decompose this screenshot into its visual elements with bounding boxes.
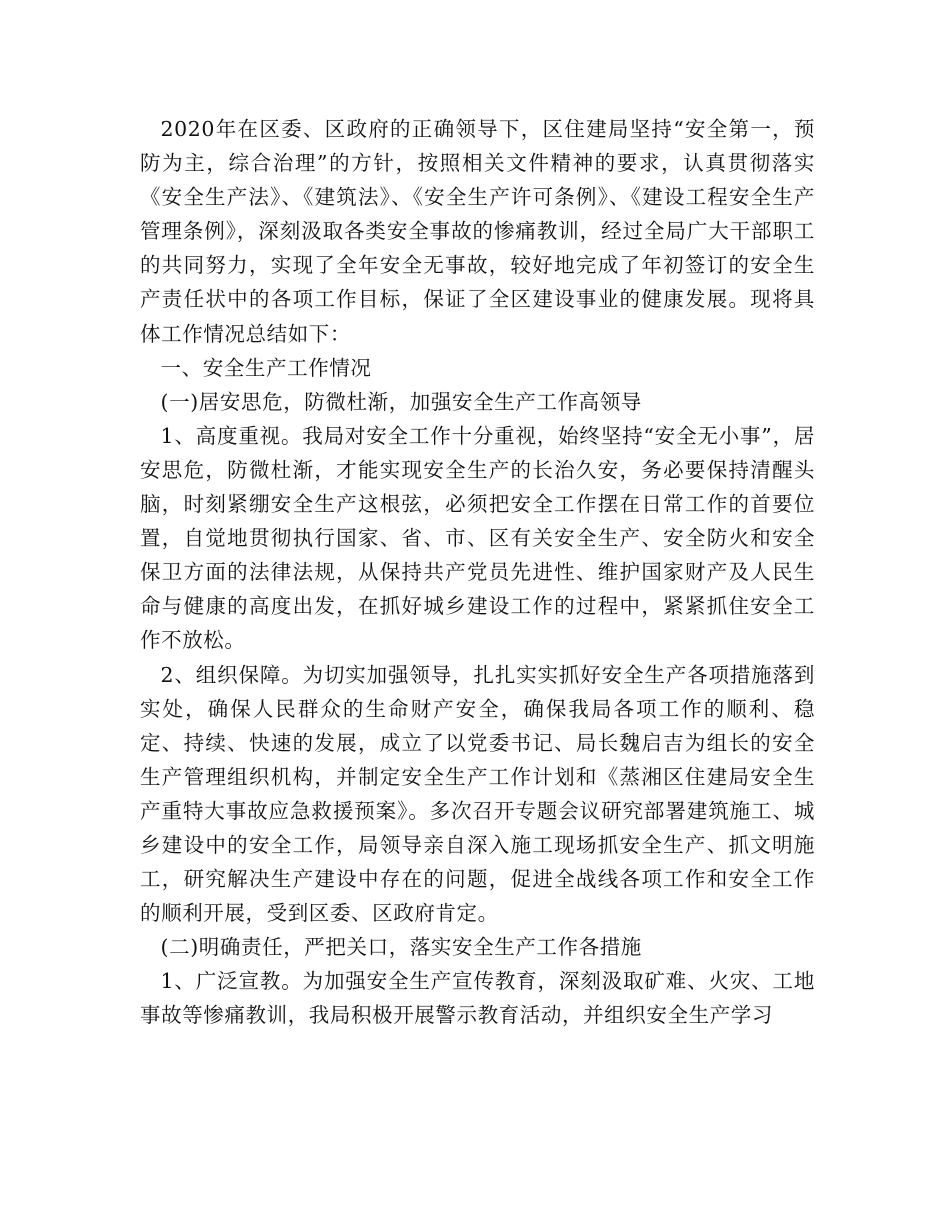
heading-subsection-1: (一)居安思危，防微杜渐，加强安全生产工作高领导 bbox=[160, 389, 642, 414]
paragraph-item-1-2: 2、组织保障。为切实加强领导，扎扎实实抓好安全生产各项措施落到实处，确保人民群众的生命财产安全，确保我局各项工作的顺利、稳定、持续、快速的发展，成立了以党委书记、局长魏启吉为组长的安全生产管理组织机构，并制定安全生产工作计划和《蒸湘区住建局安全生产重特大事故应急救援预案》。多次召开专题会议研究部署建筑施工、城乡建设中的安全工作，局领导亲自深入施工现场抓安全生产、抓文明施工，研究解决生产建设中存在的问题，促进全战线各项工作和安全工作的顺利开展，受到区委、区政府肯定。 bbox=[140, 662, 815, 926]
heading-subsection-2: (二)明确责任，严把关口，落实安全生产工作各措施 bbox=[160, 935, 642, 960]
paragraph-item-2-1: 1、广泛宣教。为加强安全生产宣传教育，深刻汲取矿难、火灾、工地事故等惨痛教训，我局积极开展警示教育活动，并组织安全生产学习 bbox=[140, 969, 815, 1028]
heading-section-1: 一、安全生产工作情况 bbox=[160, 355, 372, 380]
paragraph-intro: 2020年在区委、区政府的正确领导下，区住建局坚持“安全第一，预防为主，综合治理”的方针，按照相关文件精神的要求，认真贯彻落实《安全生产法》、《建筑法》、《安全生产许可条例》、《建设工程安全生产管理条例》，深刻汲取各类安全事故的惨痛教训，经过全局广大干部职工的共同努力，实现了全年安全无事故，较好地完成了年初签订的安全生产责任状中的各项工作目标，保证了全区建设事业的健康发展。现将具体工作情况总结如下： bbox=[140, 117, 815, 346]
paragraph-item-1-1: 1、高度重视。我局对安全工作十分重视，始终坚持“安全无小事”，居安思危，防微杜渐，才能实现安全生产的长治久安，务必要保持清醒头脑，时刻紧绷安全生产这根弦，必须把安全工作摆在日常工作的首要位置，自觉地贯彻执行国家、省、市、区有关安全生产、安全防火和安全保卫方面的法律法规，从保持共产党员先进性、维护国家财产及人民生命与健康的高度出发，在抓好城乡建设工作的过程中，紧紧抓住安全工作不放松。 bbox=[140, 423, 815, 653]
document-body bbox=[140, 112, 815, 1033]
